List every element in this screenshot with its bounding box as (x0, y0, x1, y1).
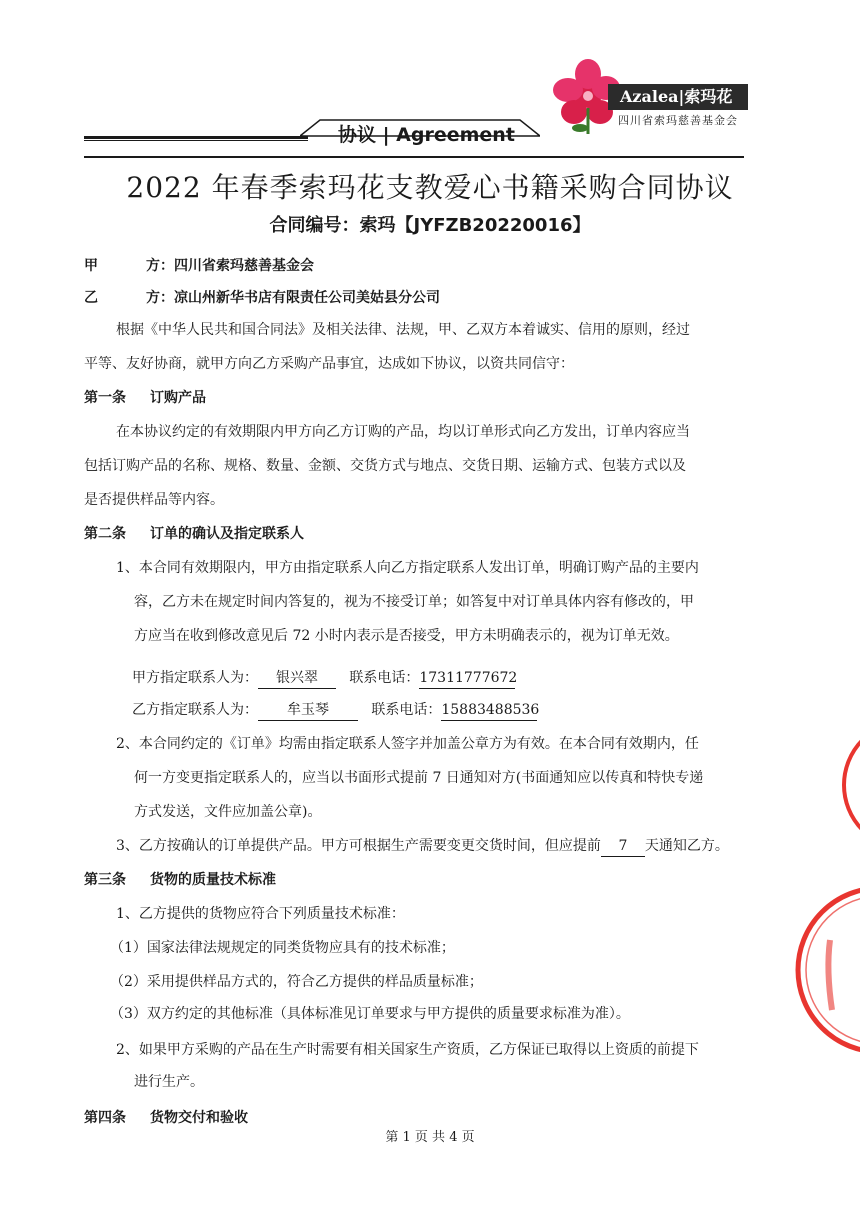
contract-number: 合同编号：索玛【JYFZB20220016】 (269, 215, 591, 236)
article-3-title: 货物的质量技术标准 (150, 872, 276, 888)
party-b-label: 乙 (84, 290, 98, 306)
intro-line-1: 根据《中华人民共和国合同法》及相关法律、法规，甲、乙双方本着诚实、信用的原则，经过 (116, 322, 690, 338)
article-2-p2-line-3: 方式发送，文件应加盖公章)。 (134, 804, 322, 820)
article-4-title: 货物交付和验收 (150, 1110, 248, 1126)
article-2-p3-days: 7 (601, 836, 645, 857)
article-4-number: 第四条 (84, 1110, 126, 1126)
logo-brand-band: Azalea|索玛花 (608, 84, 748, 110)
contact-b-row (132, 700, 540, 721)
contact-b-name: 牟玉琴 (258, 700, 358, 721)
article-1-title: 订购产品 (150, 390, 206, 406)
article-2-p1-line-1: 1、本合同有效期限内，甲方由指定联系人向乙方指定联系人发出订单，明确订购产品的主要内 (116, 560, 699, 576)
article-2-title: 订单的确认及指定联系人 (150, 526, 304, 542)
article-3-p2-line-1: 2、如果甲方采购的产品在生产时需要有相关国家生产资质，乙方保证已取得以上资质的前提下 (116, 1042, 699, 1058)
article-1-number: 第一条 (84, 390, 126, 406)
article-1-line-2: 包括订购产品的名称、规格、数量、金额、交货方式与地点、交货日期、运输方式、包装方式以及 (84, 458, 686, 474)
article-2-p1-line-2: 容，乙方未在规定时间内答复的，视为不接受订单；如答复中对订单具体内容有修改的，甲 (134, 594, 694, 610)
contact-a-phone-label: 联系电话： (349, 670, 420, 686)
article-3-p1: 1、乙方提供的货物应符合下列质量技术标准： (116, 906, 405, 922)
contact-b-phone: 15883488536 (441, 700, 537, 721)
article-3-item-3: （3）双方约定的其他标准（具体标准见订单要求与甲方提供的质量要求标准为准）。 (110, 1006, 630, 1022)
official-seal-partial-upper (838, 715, 860, 855)
article-2-p3-after: 天通知乙方。 (644, 838, 729, 854)
contact-b-phone-label: 联系电话： (371, 702, 442, 718)
contact-a-name: 银兴翠 (258, 668, 336, 689)
article-2-number: 第二条 (84, 526, 126, 542)
article-3-item-1: （1）国家法律法规规定的同类货物应具有的技术标准； (110, 940, 455, 956)
header-rule-full (84, 156, 744, 158)
article-2-p3 (116, 836, 729, 857)
document-title: 2022 年春季索玛花支教爱心书籍采购合同协议 (126, 171, 734, 204)
article-2-p3-before: 3、乙方按确认的订单提供产品。甲方可根据生产需要变更交货时间，但应提前 (116, 838, 601, 854)
article-3-number: 第三条 (84, 872, 126, 888)
contact-a-phone: 17311777672 (419, 668, 515, 689)
party-a-value: 方：四川省索玛慈善基金会 (146, 258, 314, 274)
page-number: 第 1 页 共 4 页 (385, 1130, 475, 1145)
logo-subtitle: 四川省索玛慈善基金会 (618, 114, 738, 127)
contact-a-row (132, 668, 518, 689)
party-a-label: 甲 (84, 258, 98, 274)
article-2-p1-line-3: 方应当在收到修改意见后 72 小时内表示是否接受，甲方未明确表示的，视为订单无效。 (134, 628, 679, 644)
party-b-value: 方：凉山州新华书店有限责任公司美姑县分公司 (146, 290, 440, 306)
article-3-p2-line-2: 进行生产。 (134, 1074, 204, 1090)
article-2-p2-line-2: 何一方变更指定联系人的，应当以书面形式提前 7 日通知对方(书面通知应以传真和特快专递 (134, 770, 704, 786)
article-1-line-1: 在本协议约定的有效期限内甲方向乙方订购的产品，均以订单形式向乙方发出，订单内容应当 (116, 424, 690, 440)
official-seal-partial-lower (790, 880, 860, 1060)
article-1-line-3: 是否提供样品等内容。 (84, 492, 224, 508)
article-3-item-2: （2）采用提供样品方式的，符合乙方提供的样品质量标准； (110, 974, 483, 990)
header-rule-left (84, 136, 308, 139)
intro-line-2: 平等、友好协商，就甲方向乙方采购产品事宜，达成如下协议，以资共同信守： (84, 356, 574, 372)
foundation-logo (548, 58, 748, 136)
header-tab-label: 协议 | Agreement (338, 124, 515, 146)
header-rule-left-thin (84, 140, 308, 141)
article-2-p2-line-1: 2、本合同约定的《订单》均需由指定联系人签字并加盖公章方为有效。在本合同有效期内，任 (116, 736, 699, 752)
contact-a-label: 甲方指定联系人为： (132, 670, 258, 686)
contact-b-label: 乙方指定联系人为： (132, 702, 258, 718)
